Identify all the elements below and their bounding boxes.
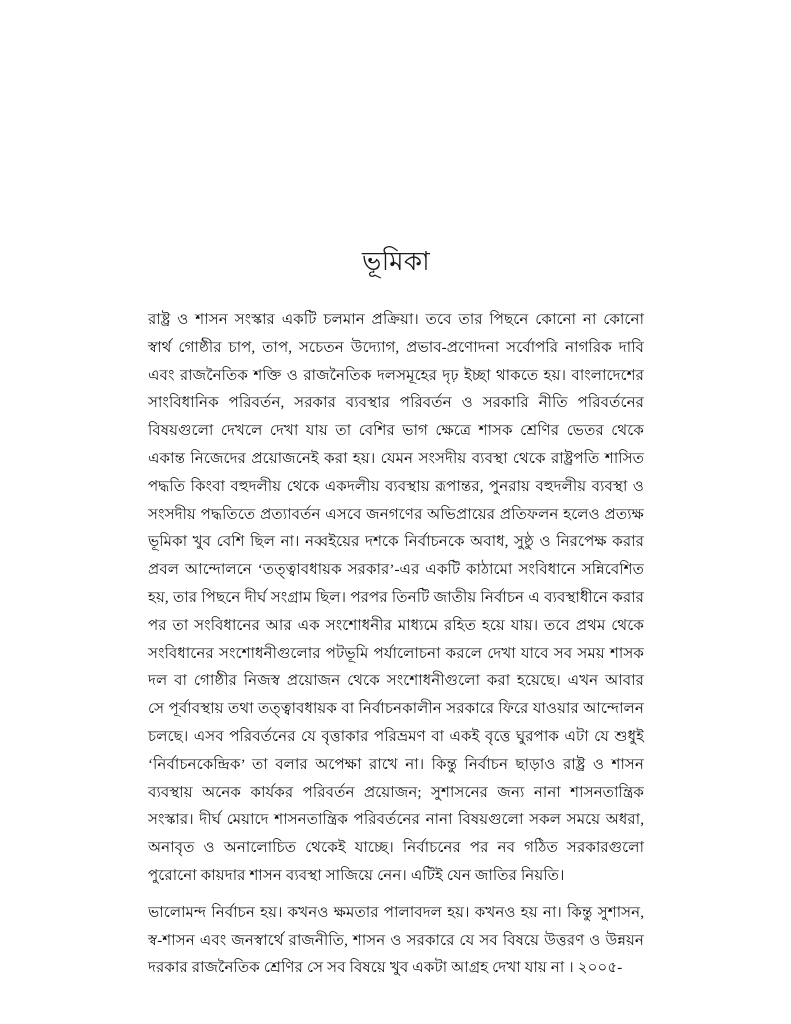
text-line: প্রবল আন্দোলনে ‘তত্ত্বাবধায়ক সরকার’-এর একটি কাঠামো সংবিধানে সন্নিবেশিত	[148, 561, 644, 579]
text-line: রাষ্ট্র ও শাসন সংস্কার একটি চলমান প্রক্রিয়া। তবে তার পিছনে কোনো না কোনো	[148, 311, 644, 328]
paragraph-2	[148, 899, 644, 982]
text-line: সাংবিধানিক পরিবর্তন, সরকার ব্যবস্থার পরিবর্তন ও সরকারি নীতি পরিবর্তনের	[148, 394, 644, 412]
page-title: ভূমিকা	[362, 247, 430, 277]
text-line: সংসদীয় পদ্ধতিতে প্রত্যাবর্তন এসবে জনগণের অভিপ্রায়ের প্রতিফলন হলেও প্রত্যক্ষ	[148, 505, 644, 523]
text-line: দরকার রাজনৈতিক শ্রেণির সে সব বিষয়ে খুব একটা আগ্রহ দেখা যায় না । ২০০৫-	[148, 959, 623, 977]
text-line: ‘নির্বাচনকেন্দ্রিক’ তা বলার অপেক্ষা রাখে না। কিন্তু নির্বাচন ছাড়াও রাষ্ট্র ও শাসন	[148, 755, 644, 773]
text-line: হয়, তার পিছনে দীর্ঘ সংগ্রাম ছিল। পরপর তিনটি জাতীয় নির্বাচন এ ব্যবস্থাধীনে করার	[148, 588, 644, 606]
text-line: অনাবৃত ও অনালোচিত থেকেই যাচ্ছে। নির্বাচনের পর নব গঠিত সরকারগুলো	[148, 839, 644, 857]
text-line: সংস্কার। দীর্ঘ মেয়াদে শাসনতান্ত্রিক পরিবর্তনের নানা বিষয়গুলো সকল সময়ে অধরা,	[148, 811, 644, 829]
text-line: একান্ত নিজেদের প্রয়োজনেই করা হয়। যেমন সংসদীয় ব্যবস্থা থেকে রাষ্ট্রপতি শাসিত	[148, 449, 644, 467]
text-line: সংবিধানের সংশোধনীগুলোর পটভূমি পর্যালোচনা করলে দেখা যাবে সব সময় শাসক	[148, 644, 644, 662]
text-line: পর তা সংবিধানের আর এক সংশোধনীর মাধ্যমে রহিত হয়ে যায়। তবে প্রথম থেকে	[148, 616, 644, 634]
text-line: বিষয়গুলো দেখলে দেখা যায় তা বেশির ভাগ ক্ষেত্রে শাসক শ্রেণির ভেতর থেকে	[148, 422, 644, 440]
body-text-block	[148, 306, 644, 982]
text-line: ভালোমন্দ নির্বাচন হয়। কখনও ক্ষমতার পালাবদল হয়। কখনও হয় না। কিন্তু সুশাসন,	[148, 903, 644, 921]
text-line: চলছে। এসব পরিবর্তনের যে বৃত্তাকার পরিভ্রমণ বা একই বৃত্তে ঘুরপাক এটা যে শুধুই	[148, 727, 644, 745]
text-line: স্বার্থ গোষ্ঠীর চাপ, তাপ, সচেতন উদ্যোগ, প্রভাব-প্রণোদনা সর্বোপরি নাগরিক দাবি	[148, 338, 644, 356]
text-line: দল বা গোষ্ঠীর নিজস্ব প্রয়োজন থেকে সংশোধনীগুলো করা হয়েছে। এখন আবার	[148, 672, 644, 690]
text-line: পুরোনো কায়দার শাসন ব্যবস্থা সাজিয়ে নেন। এটিই যেন জাতির নিয়তি।	[148, 866, 565, 884]
text-line: ব্যবস্থায় অনেক কার্যকর পরিবর্তন প্রয়োজন; সুশাসনের জন্য নানা শাসনতান্ত্রিক	[148, 783, 644, 801]
text-line: ভূমিকা খুব বেশি ছিল না। নব্বইয়ের দশকে নির্বাচনকে অবাধ, সুষ্ঠু ও নিরপেক্ষ করার	[148, 533, 644, 551]
text-line: সে পূর্বাবস্থায় তথা তত্ত্বাবধায়ক বা নির্বাচনকালীন সরকারে ফিরে যাওয়ার আন্দোলন	[148, 700, 644, 718]
text-line: এবং রাজনৈতিক শক্তি ও রাজনৈতিক দলসমূহের দৃঢ় ইচ্ছা থাকতে হয়। বাংলাদেশের	[148, 366, 644, 384]
text-line: স্ব-শাসন এবং জনস্বার্থে রাজনীতি, শাসন ও সরকারে যে সব বিষয়ে উত্তরণ ও উন্নয়ন	[148, 931, 644, 949]
paragraph-1	[148, 306, 644, 890]
text-line: পদ্ধতি কিংবা বহুদলীয় থেকে একদলীয় ব্যবস্থায় রূপান্তর, পুনরায় বহুদলীয় ব্যবস্থা ও	[148, 477, 644, 495]
